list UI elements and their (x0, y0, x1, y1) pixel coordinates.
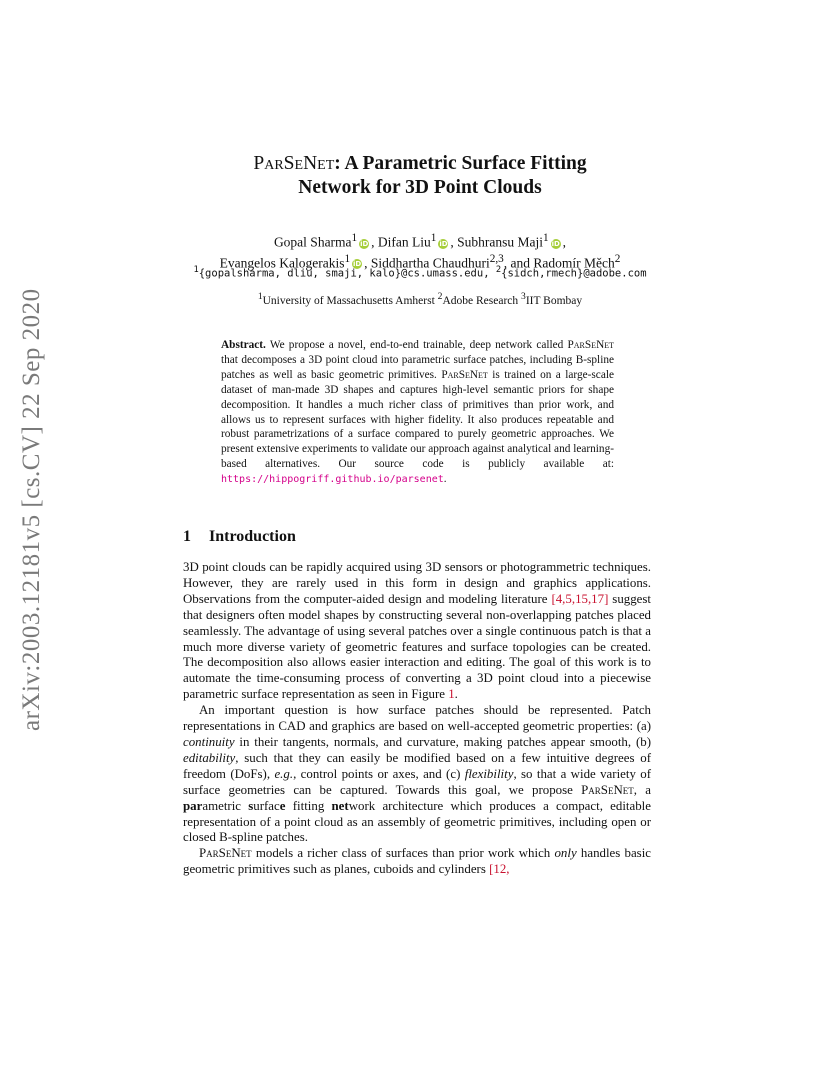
method-name: ParSeNet (441, 368, 488, 381)
author-name: Gopal Sharma (273, 234, 352, 250)
title-method-name: ParSeNet (253, 153, 335, 174)
email-umass: {gopalsharma, dliu, smaji, kalo}@cs.umass.edu, (198, 267, 490, 280)
method-name: ParSeNet (567, 339, 614, 351)
author-emails: $^1${gopalsharma, dliu, smaji, kalo}@cs.umass.edu, $^2${sidch,rmech}@adobe.com (193, 265, 647, 280)
method-name: ParSeNet (581, 782, 634, 797)
title-line1: : A Parametric Surface Fitting (334, 153, 587, 174)
abstract: Abstract. We propose a novel, end-to-end trainable, deep network called ParSeNet that decomposes a 3D point cloud into parametric surface patches, including B-spline patches as well as basic geometric primitives. ParSeNet is trained on a large-scale dataset of man-made 3D shapes and captures high-level semantic priors for shape decomposition. It handles a much richer class of primitives than prior work, and allows us to represent surfaces with higher fidelity. It also produces repeatable and robust parametrizations of a surface compared to purely geometric approaches. We present extensive experiments to validate our approach against analytical and learning-based alternatives. Our source code is publicly available at: https://hippogriff.github.io/parsenet. (221, 339, 614, 486)
citation-link[interactable]: [12, (489, 862, 510, 877)
section-title: Introduction (209, 528, 296, 545)
paragraph: 3D point clouds can be rapidly acquired using 3D sensors or photogrammetric techniques. However, they are rarely used in this form in design and graphics applications. Observations from the computer-aided design and modeling literature [4,5,15,17] suggest that designers often model shapes by constructing several non-overlapping patches placed seamlessly. The advantage of using several patches over a single continuous patch is that a much more diverse variety of geometric features and surface topologies can be created. The decomposition also allows easier interaction and editing. The goal of this work is to automate the time-consuming process of converting a 3D point cloud into a piecewise parametric surface representation as seen in Figure 1. (183, 560, 651, 702)
author-name: Difan Liu (377, 234, 431, 250)
title-line2: Network for 3D Point Clouds (298, 177, 542, 198)
section-number: 1 (183, 528, 191, 545)
abstract-label: Abstract. (221, 339, 266, 351)
arxiv-identifier: arXiv:2003.12181v5 [cs.CV] 22 Sep 2020 (18, 288, 45, 732)
source-code-link[interactable]: https://hippogriff.github.io/parsenet (221, 474, 444, 486)
affiliation-adobe: Adobe Research (442, 294, 519, 307)
figure-link[interactable]: 1 (448, 687, 455, 702)
orcid-icon[interactable]: iD (551, 239, 560, 248)
author-name: Radomír Měch (533, 255, 615, 270)
paragraph: ParSeNet models a richer class of surfaces than prior work which only handles basic geometric primitives such as planes, cuboids and cylinders [12, (183, 846, 651, 877)
author-name: Siddhartha Chaudhuri (370, 255, 490, 270)
email-adobe: {sidch,rmech}@adobe.com (501, 267, 647, 280)
affiliation-umass: University of Massachusetts Amherst (262, 294, 435, 307)
author-name: Evangelos Kalogerakis (219, 255, 345, 270)
paper-title (180, 152, 660, 200)
orcid-icon[interactable]: iD (439, 239, 448, 248)
affiliations: $^1$University of Massachusetts Amherst $^2$Adobe Research $^3$IIT Bombay (257, 291, 583, 307)
orcid-icon[interactable]: iD (352, 260, 362, 268)
author-name: Subhransu Maji (457, 234, 544, 250)
affiliation-iitb: IIT Bombay (525, 294, 583, 307)
orcid-icon[interactable]: iD (360, 239, 369, 248)
section-heading (183, 528, 296, 546)
author-list: Gopal Sharma$^1$ iD , Difan Liu$^1$ iD , Subhransu Maji$^1$ iD , Evangelos Kalogerakis$^1$ iD , Siddhartha Chaudhuri$^{2,3}$, and Radomír Měch$^2$ (219, 232, 621, 270)
paragraph: An important question is how surface patches should be represented. Patch representations in CAD and graphics are based on well-accepted geometric properties: (a) continuity in their tangents, normals, and curvature, making patches appear smooth, (b) editability, such that they can easily be modified based on a few intuitive degrees of freedom (DoFs), e.g., control points or axes, and (c) flexibility, so that a wide variety of surface geometries can be captured. Towards this goal, we propose ParSeNet, a parametric surface fitting network architecture which produces a compact, editable representation of a point cloud as an assembly of geometric primitives, including open or closed B-spline patches. (183, 703, 652, 845)
method-name: ParSeNet (199, 846, 252, 861)
citation-link[interactable]: [4,5,15,17] (551, 591, 609, 606)
body-text (183, 560, 651, 878)
